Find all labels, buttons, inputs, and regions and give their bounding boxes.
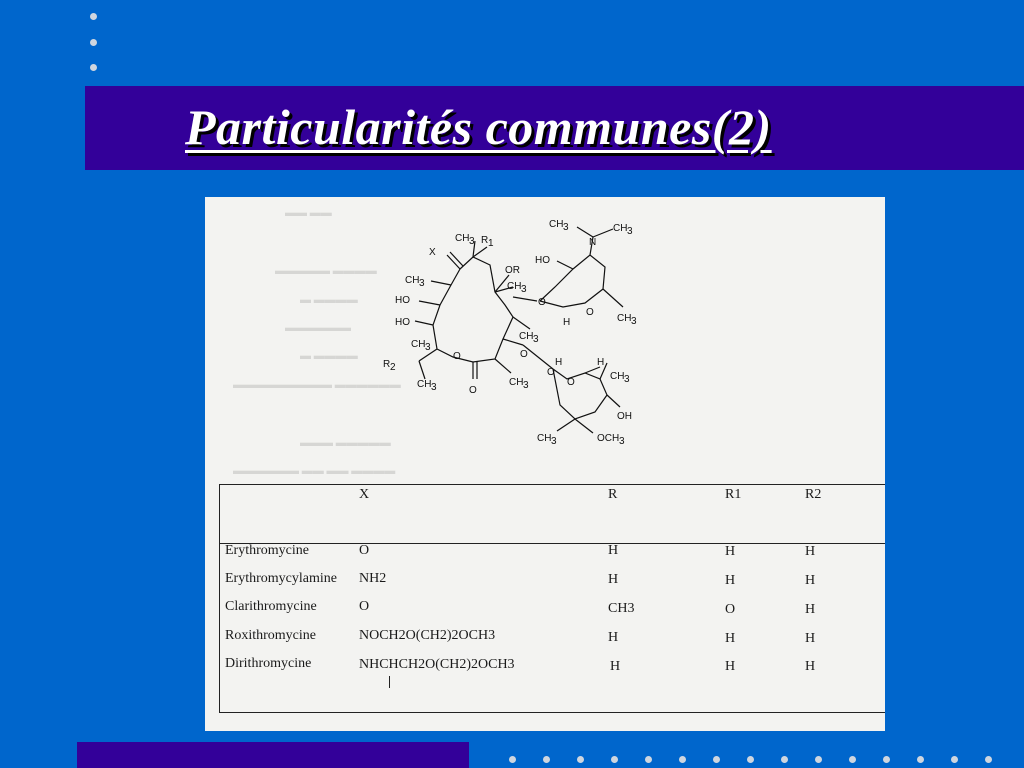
svg-text:1: 1 bbox=[488, 238, 494, 249]
scanned-figure bbox=[205, 197, 885, 731]
r1-value: H bbox=[725, 659, 736, 674]
r2-value: H bbox=[805, 631, 816, 646]
scan-noise: ▬▬ ▬▬ bbox=[285, 207, 332, 219]
svg-text:3: 3 bbox=[523, 380, 529, 391]
header-r: R bbox=[608, 487, 618, 502]
r2-value: H bbox=[805, 659, 816, 674]
branch-tick bbox=[389, 676, 390, 688]
svg-text:H: H bbox=[555, 357, 563, 368]
svg-text:N: N bbox=[589, 237, 597, 248]
svg-text:CH: CH bbox=[405, 275, 420, 286]
bullet-dot bbox=[90, 39, 97, 46]
svg-text:CH: CH bbox=[507, 281, 522, 292]
r1-value: H bbox=[725, 573, 736, 588]
svg-text:CH: CH bbox=[537, 433, 552, 444]
svg-text:CH: CH bbox=[613, 223, 628, 234]
bullet-dot bbox=[90, 13, 97, 20]
svg-text:HO: HO bbox=[395, 295, 410, 306]
title-band bbox=[85, 86, 1024, 170]
svg-text:O: O bbox=[586, 307, 594, 318]
bullet-dot bbox=[90, 64, 97, 71]
scan-noise: ▬▬▬ ▬▬▬▬▬ bbox=[300, 437, 391, 449]
r-value: H bbox=[608, 572, 619, 587]
compound-name: Roxithromycine bbox=[225, 628, 316, 643]
svg-text:HO: HO bbox=[535, 255, 550, 266]
x-value: O bbox=[359, 543, 370, 558]
svg-text:O: O bbox=[453, 351, 461, 362]
svg-text:CH: CH bbox=[549, 219, 564, 230]
bullet-dot bbox=[747, 756, 754, 763]
r-value: H bbox=[608, 630, 619, 645]
bullet-dot bbox=[577, 756, 584, 763]
svg-text:3: 3 bbox=[619, 436, 625, 447]
svg-text:O: O bbox=[547, 367, 555, 378]
scan-noise: ▬▬▬▬▬▬ bbox=[285, 322, 351, 334]
svg-text:CH: CH bbox=[411, 339, 426, 350]
bullet-dot bbox=[543, 756, 550, 763]
svg-text:3: 3 bbox=[521, 284, 527, 295]
bullet-dot bbox=[883, 756, 890, 763]
svg-text:3: 3 bbox=[627, 226, 633, 237]
footer-band bbox=[77, 742, 469, 768]
scan-noise: ▬▬▬▬▬ ▬▬▬▬ bbox=[275, 265, 377, 277]
header-r2: R2 bbox=[805, 487, 822, 502]
x-value: NH2 bbox=[359, 571, 387, 586]
r2-value: H bbox=[805, 602, 816, 617]
bullet-dot bbox=[679, 756, 686, 763]
svg-text:3: 3 bbox=[563, 222, 569, 233]
svg-text:CH: CH bbox=[519, 331, 534, 342]
table-left-border bbox=[219, 484, 220, 712]
compound-name: Dirithromycine bbox=[225, 656, 312, 671]
svg-text:3: 3 bbox=[551, 436, 557, 447]
svg-text:O: O bbox=[538, 297, 546, 308]
bullet-dot bbox=[951, 756, 958, 763]
svg-text:X: X bbox=[429, 247, 436, 258]
header-x: X bbox=[359, 487, 370, 502]
svg-text:HO: HO bbox=[395, 317, 410, 328]
svg-text:CH: CH bbox=[417, 379, 432, 390]
svg-text:3: 3 bbox=[631, 316, 637, 327]
svg-text:CH: CH bbox=[509, 377, 524, 388]
scan-noise: ▬ ▬▬▬▬ bbox=[300, 294, 358, 306]
slide-title: Particularités communes(2) bbox=[185, 99, 772, 155]
r2-value: H bbox=[805, 573, 816, 588]
svg-text:CH: CH bbox=[455, 233, 470, 244]
svg-text:CH: CH bbox=[617, 313, 632, 324]
svg-text:3: 3 bbox=[425, 342, 431, 353]
svg-text:3: 3 bbox=[469, 236, 475, 247]
compound-name: Erythromycylamine bbox=[225, 571, 337, 586]
scan-noise: ▬▬▬▬▬▬▬▬▬ ▬▬▬▬▬▬ bbox=[233, 379, 401, 391]
bullet-dot bbox=[611, 756, 618, 763]
svg-text:3: 3 bbox=[419, 278, 425, 289]
svg-text:2: 2 bbox=[390, 362, 396, 373]
svg-text:CH: CH bbox=[610, 371, 625, 382]
svg-text:3: 3 bbox=[533, 334, 539, 345]
svg-text:O: O bbox=[520, 349, 528, 360]
bullet-dot bbox=[815, 756, 822, 763]
bullet-dot bbox=[645, 756, 652, 763]
svg-text:R: R bbox=[481, 235, 489, 246]
svg-text:O: O bbox=[567, 377, 575, 388]
r1-value: H bbox=[725, 631, 736, 646]
molecule-structure-drawing bbox=[205, 197, 885, 467]
svg-text:OR: OR bbox=[505, 265, 520, 276]
table-top-border bbox=[219, 484, 885, 485]
scan-noise: ▬▬▬▬▬▬ ▬▬ ▬▬ ▬▬▬▬ bbox=[233, 465, 396, 477]
scan-noise: ▬ ▬▬▬▬ bbox=[300, 350, 358, 362]
r1-value: O bbox=[725, 602, 736, 617]
svg-text:OCH: OCH bbox=[597, 433, 620, 444]
svg-text:R: R bbox=[383, 359, 391, 370]
bullet-dot bbox=[781, 756, 788, 763]
svg-text:H: H bbox=[597, 357, 605, 368]
x-value: O bbox=[359, 599, 370, 614]
r-value: H bbox=[608, 543, 619, 558]
bullet-dot bbox=[849, 756, 856, 763]
svg-text:3: 3 bbox=[624, 374, 630, 385]
bullet-dot bbox=[713, 756, 720, 763]
r-value: CH3 bbox=[608, 601, 635, 616]
svg-text:O: O bbox=[469, 385, 477, 396]
table-header-divider bbox=[219, 543, 885, 544]
svg-text:OH: OH bbox=[617, 411, 632, 422]
bullet-dot bbox=[509, 756, 516, 763]
r-value: H bbox=[610, 659, 621, 674]
header-r1: R1 bbox=[725, 487, 742, 502]
x-value: NOCH2O(CH2)2OCH3 bbox=[359, 628, 496, 643]
r2-value: H bbox=[805, 544, 816, 559]
r1-value: H bbox=[725, 544, 736, 559]
compound-name: Erythromycine bbox=[225, 543, 309, 558]
table-bottom-border bbox=[219, 712, 885, 713]
x-value: NHCHCH2O(CH2)2OCH3 bbox=[359, 657, 515, 672]
compound-name: Clarithromycine bbox=[225, 599, 317, 614]
bullet-dot bbox=[917, 756, 924, 763]
svg-text:H: H bbox=[563, 317, 571, 328]
svg-text:3: 3 bbox=[431, 382, 437, 393]
bullet-dot bbox=[985, 756, 992, 763]
